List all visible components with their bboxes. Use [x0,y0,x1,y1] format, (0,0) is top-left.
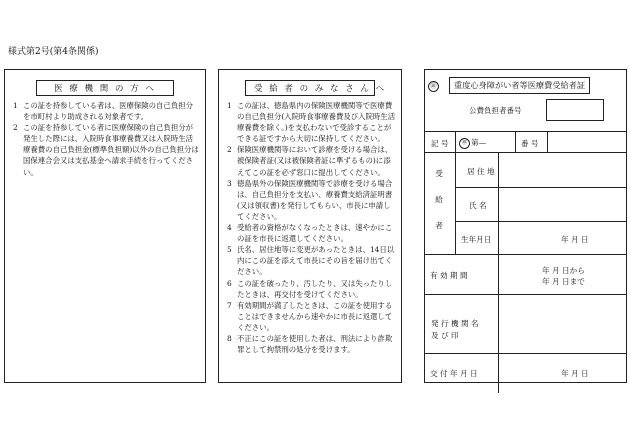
note-item [13,100,200,122]
note-item [227,278,396,300]
column-divider [455,152,456,254]
note-item [227,300,396,333]
row-divider [425,254,626,255]
dob-value: 年 月 日 [561,235,589,244]
validity-from: 年 月 日から [542,266,585,275]
address-label: 居 住 地 [467,167,495,176]
recipient-panel [218,69,402,383]
note-item [227,222,396,244]
note-number: 7 [227,300,232,310]
note-item [227,178,396,222]
row-divider [455,187,626,188]
public-payer-number-box[interactable] [546,99,604,121]
note-item [227,333,396,355]
note-text: 氏名、居住地等に変更があったときは、14日以内にこの証を添えて市長にその旨を届け出てください。 [237,245,395,277]
note-text: 受給者の資格がなくなったときは、速やかにこの証を市長に返還してください。 [237,223,393,244]
bango-label: 番 号 [521,139,539,148]
note-number: 4 [227,223,232,233]
dob-label: 生年月日 [461,235,492,244]
note-number: 5 [227,245,232,255]
note-text: この証を持参している者は、医療保険の自己負担分を市町村より助成される対象者です。 [23,101,193,122]
column-divider [455,131,456,152]
recipient-panel-title: 受 給 者 の み な さ ん へ [245,80,375,96]
public-payer-number-label: 公費負担者番号 [469,106,522,115]
note-item [227,100,396,144]
note-text: 保険医療機関等において診療を受ける場合は、被保険者証(又は被保険者証に準ずるもの)に添えてこの証を必ず窓口に提出してください。 [237,145,393,177]
note-text: 有効期間が満了したときは、この証を使用することはできませんから速やかに市長に返還してください。 [237,300,393,332]
note-number: 1 [13,101,18,110]
note-text: この証は、徳島県内の保険医療機関等で医療費の自己負担分(入院時食事療養費及び入院時生活療養費を除く。)を支払わないで受診することができる証ですから大切に保持してください。 [237,101,396,144]
kigo-seal: ㊞ [459,138,470,149]
issuer-label-line1: 発 行 機 関 名 [431,319,479,328]
column-divider [515,131,516,152]
recipient-certificate [424,69,627,383]
kigo-label: 記 号 [431,139,449,148]
seal-mark: ㊞ [428,81,439,92]
note-text: 徳島県外の保険医療機関等で診療を受ける場合は、自己負担分を支払い、療養費支給済証明書(又は領収書)を発行してもらい、市長に申請してください。 [237,178,393,221]
issue-date-label: 交 付 年 月 日 [430,369,478,378]
kigo-value [459,137,486,149]
recipient-char: 者 [435,221,443,230]
note-number: 2 [227,145,232,155]
note-item [227,244,396,277]
note-number: 8 [227,333,232,343]
recipient-char: 受 [435,169,443,178]
row-divider [425,294,626,295]
validity-label: 有 効 期 間 [430,271,468,280]
note-text: この証を破ったり、汚したり、又は失ったりしたときは、再交付を受けてください。 [237,278,393,299]
note-number: 3 [227,178,232,188]
column-divider [547,131,548,152]
issue-date-value: 年 月 日 [561,369,589,378]
kigo-number: 第— [471,138,487,147]
row-divider [455,221,626,222]
row-divider [425,353,626,354]
medical-institution-panel-title: 医 療 機 関 の 方 へ [36,80,174,96]
note-text: 不正にこの証を使用した者は、刑法により詐欺罪として拘禁刑の処分を受けます。 [237,333,393,355]
form-number-label: 様式第2号(第4条関係) [8,47,99,57]
medical-institution-panel [4,69,206,383]
validity-to: 年 月 日まで [542,277,585,286]
note-item [227,144,396,177]
note-number: 1 [227,101,232,110]
recipient-notes [227,100,396,355]
certificate-title: 重度心身障がい者等医療費受給者証 [449,77,590,94]
name-label: 氏 名 [469,201,487,210]
issuer-label-line2: 及 び 印 [431,331,459,340]
column-divider [498,152,499,393]
note-item [13,122,200,177]
recipient-char: 給 [435,195,443,204]
note-text: この証を持参している者に医療保険の自己負担分が発生した際には、入院時食事療養費又は入院時生活療養費の自己負担金(標準負担額)以外の自己負担分は国保連合会又は支払基金へ請求手続を行ってください。 [23,123,199,177]
note-number: 6 [227,278,232,288]
medical-institution-notes [13,100,200,178]
note-number: 2 [13,123,18,133]
